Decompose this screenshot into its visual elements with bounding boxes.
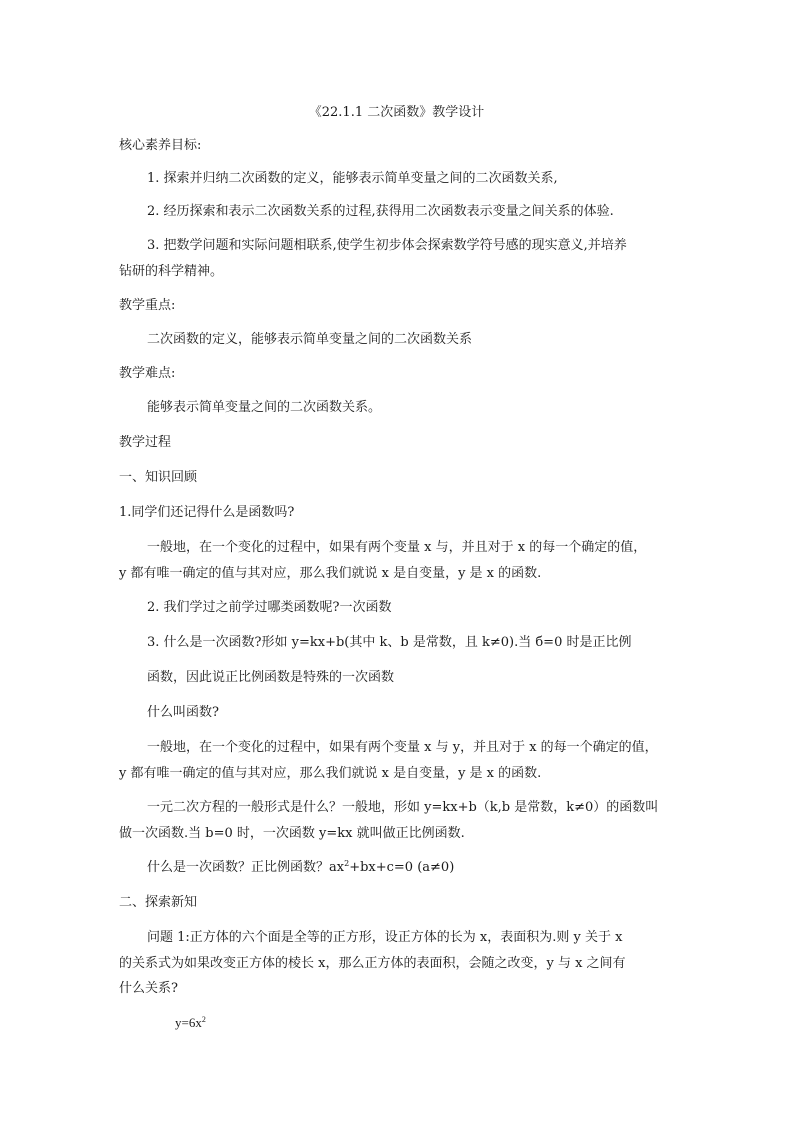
review-question-5-prefix: 什么是一次函数？正比例函数？ax: [147, 860, 345, 875]
formula-base: y=6x: [175, 1015, 202, 1030]
key-point-heading: 教学重点:: [119, 298, 176, 313]
problem-1-line2: 的关系式为如果改变正方体的棱长 x，那么正方体的表面积，会随之改变，y 与 x 之间有: [119, 956, 626, 971]
problem-1-line3: 什么关系?: [119, 981, 178, 996]
review-question-1: 1.同学们还记得什么是函数吗?: [119, 505, 295, 520]
formula-exponent: 2: [201, 1015, 206, 1024]
review-question-4: 什么叫函数?: [147, 705, 219, 720]
difficulty-heading: 教学难点:: [119, 366, 176, 381]
review-question-3-line1: 3. 什么是一次函数?形如 y=kx+b(其中 k、b 是常数，且 k≠0).当 б=0 时是正比例: [147, 635, 632, 650]
review-question-5-exponent: 2: [344, 859, 350, 868]
review-equation-line1: 一元二次方程的一般形式是什么？一般地，形如 y=kx+b（k,b 是常数，k≠0）的函数叫: [147, 800, 659, 815]
review-definition-2-line1: 一般地，在一个变化的过程中，如果有两个变量 x 与 y，并且对于 x 的每一个确定的值，: [147, 740, 658, 755]
objective-3-line2: 钻研的科学精神。: [119, 264, 224, 279]
process-heading: 教学过程: [119, 435, 172, 450]
objective-2: 2. 经历探索和表示二次函数关系的过程,获得用二次函数表示变量之间关系的体验.: [147, 204, 614, 219]
review-heading: 一、知识回顾: [119, 470, 198, 485]
key-point: 二次函数的定义，能够表示简单变量之间的二次函数关系: [147, 332, 473, 347]
review-definition-1-line1: 一般地，在一个变化的过程中，如果有两个变量 x 与，并且对于 x 的每一个确定的值，: [147, 540, 647, 555]
review-definition-2-line2: y 都有唯一确定的值与其对应，那么我们就说 x 是自变量，y 是 x 的函数.: [119, 766, 542, 781]
explore-heading: 二、探索新知: [119, 895, 198, 910]
objective-3-line1: 3. 把数学问题和实际问题相联系,使学生初步体会探索数学符号感的现实意义,并培养: [147, 238, 627, 253]
doc-title: 《22.1.1 二次函数》教学设计: [308, 105, 485, 120]
difficulty: 能够表示简单变量之间的二次函数关系。: [147, 400, 382, 415]
review-equation-line2: 做一次函数.当 b=0 时，一次函数 y=kx 就叫做正比例函数.: [119, 826, 465, 841]
review-question-2: 2. 我们学过之前学过哪类函数呢?一次函数: [147, 600, 392, 615]
problem-1-line1: 问题 1:正方体的六个面是全等的正方形，设正方体的长为 x，表面积为.则 y 关于 x: [147, 930, 623, 945]
objective-1: 1. 探索并归纳二次函数的定义，能够表示简单变量之间的二次函数关系,: [147, 171, 558, 186]
review-question-5: [147, 859, 454, 877]
objectives-heading: 核心素养目标:: [119, 138, 202, 153]
review-question-3-line2: 函数，因此说正比例函数是特殊的一次函数: [147, 670, 395, 685]
review-question-5-suffix: +bx+c=0 (a≠0): [349, 860, 455, 875]
review-definition-1-line2: y 都有唯一确定的值与其对应，那么我们就说 x 是自变量，y 是 x 的函数.: [119, 566, 542, 581]
formula: [175, 1014, 206, 1032]
